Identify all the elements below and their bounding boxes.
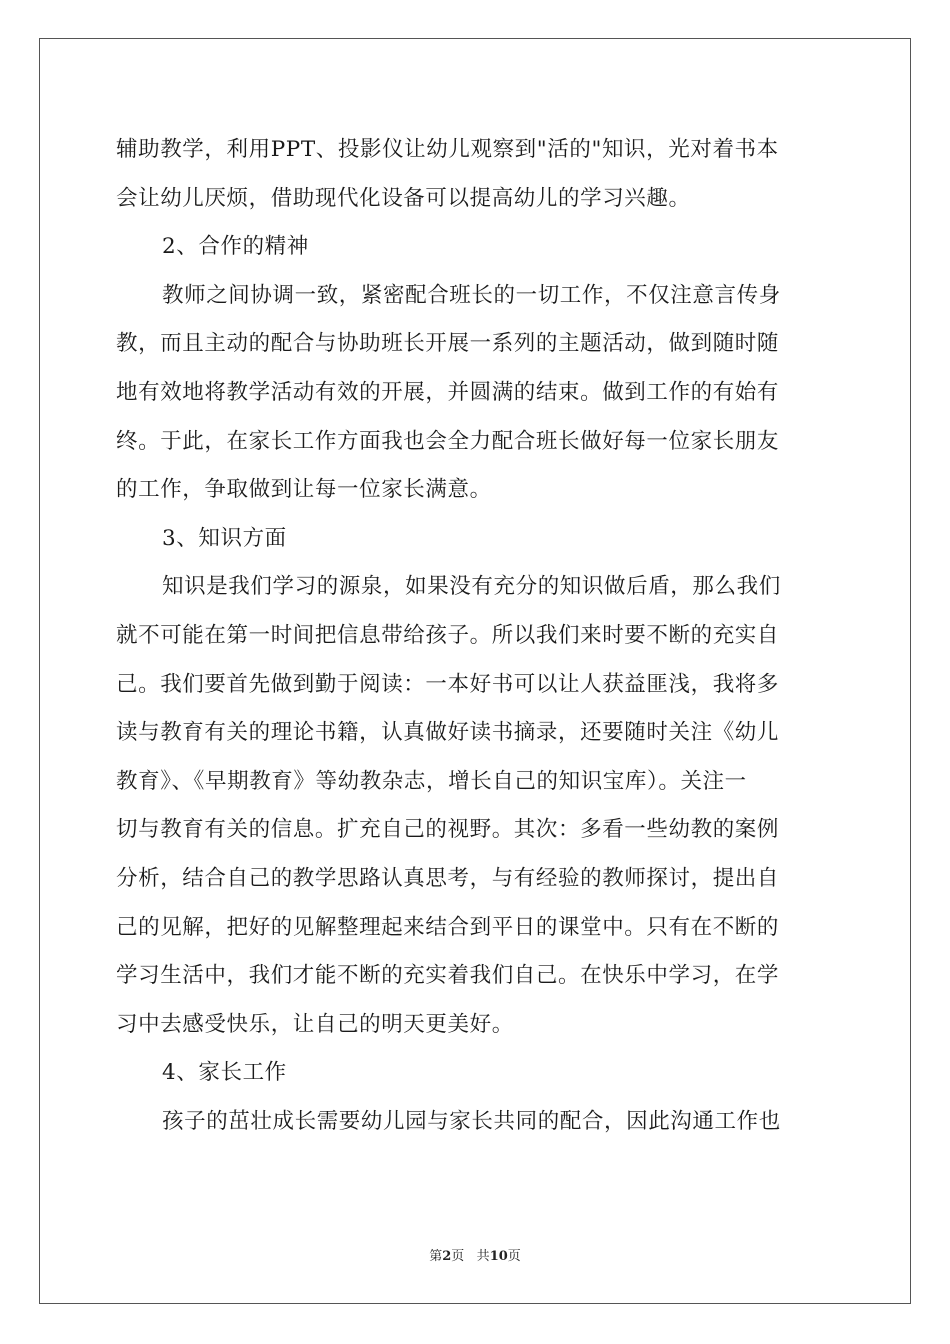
body-line: 教育》、《早期教育》等幼教杂志，增长自己的知识宝库）。关注一 xyxy=(116,768,747,794)
document-body xyxy=(116,126,836,1146)
body-line: 分析，结合自己的教学思路认真思考，与有经验的教师探讨，提出自 xyxy=(116,865,780,891)
body-line: 切与教育有关的信息。扩充自己的视野。其次：多看一些幼教的案例 xyxy=(116,817,780,843)
section-heading: 4、家长工作 xyxy=(162,1060,287,1086)
page-suffix: 页 xyxy=(451,1249,465,1264)
body-line: 习中去感受快乐，让自己的明天更美好。 xyxy=(116,1011,514,1037)
total-prefix: 共 xyxy=(476,1249,490,1264)
section-heading: 3、知识方面 xyxy=(162,525,287,551)
body-line: 孩子的茁壮成长需要幼儿园与家长共同的配合，因此沟通工作也 xyxy=(162,1108,781,1134)
total-suffix: 页 xyxy=(507,1249,521,1264)
body-line: 会让幼儿厌烦，借助现代化设备可以提高幼儿的学习兴趣。 xyxy=(116,185,691,211)
body-line: 地有效地将教学活动有效的开展，并圆满的结束。做到工作的有始有 xyxy=(116,379,780,405)
body-line: 己。我们要首先做到勤于阅读：一本好书可以让人获益匪浅，我将多 xyxy=(116,671,780,697)
body-line: 己的见解，把好的见解整理起来结合到平日的课堂中。只有在不断的 xyxy=(116,914,780,940)
body-line: 就不可能在第一时间把信息带给孩子。所以我们来时要不断的充实自 xyxy=(116,622,780,648)
body-line: 教师之间协调一致，紧密配合班长的一切工作，不仅注意言传身 xyxy=(162,282,781,308)
body-line: 知识是我们学习的源泉，如果没有充分的知识做后盾，那么我们 xyxy=(162,574,781,600)
body-line: 的工作，争取做到让每一位家长满意。 xyxy=(116,477,492,503)
body-line: 读与教育有关的理论书籍，认真做好读书摘录，还要随时关注《幼儿 xyxy=(116,720,780,746)
body-line: 学习生活中，我们才能不断的充实着我们自己。在快乐中学习，在学 xyxy=(116,963,780,989)
body-line: 教，而且主动的配合与协助班长开展一系列的主题活动，做到随时随 xyxy=(116,331,780,357)
body-line: 辅助教学，利用PPT、投影仪让幼儿观察到"活的"知识，光对着书本 xyxy=(116,137,779,162)
page-footer xyxy=(0,1245,950,1264)
total-pages: 10 xyxy=(489,1249,508,1264)
section-heading: 2、合作的精神 xyxy=(162,234,309,260)
page-prefix: 第 xyxy=(429,1249,443,1264)
page-number: 2 xyxy=(442,1249,452,1264)
body-line: 终。于此，在家长工作方面我也会全力配合班长做好每一位家长朋友 xyxy=(116,428,780,454)
